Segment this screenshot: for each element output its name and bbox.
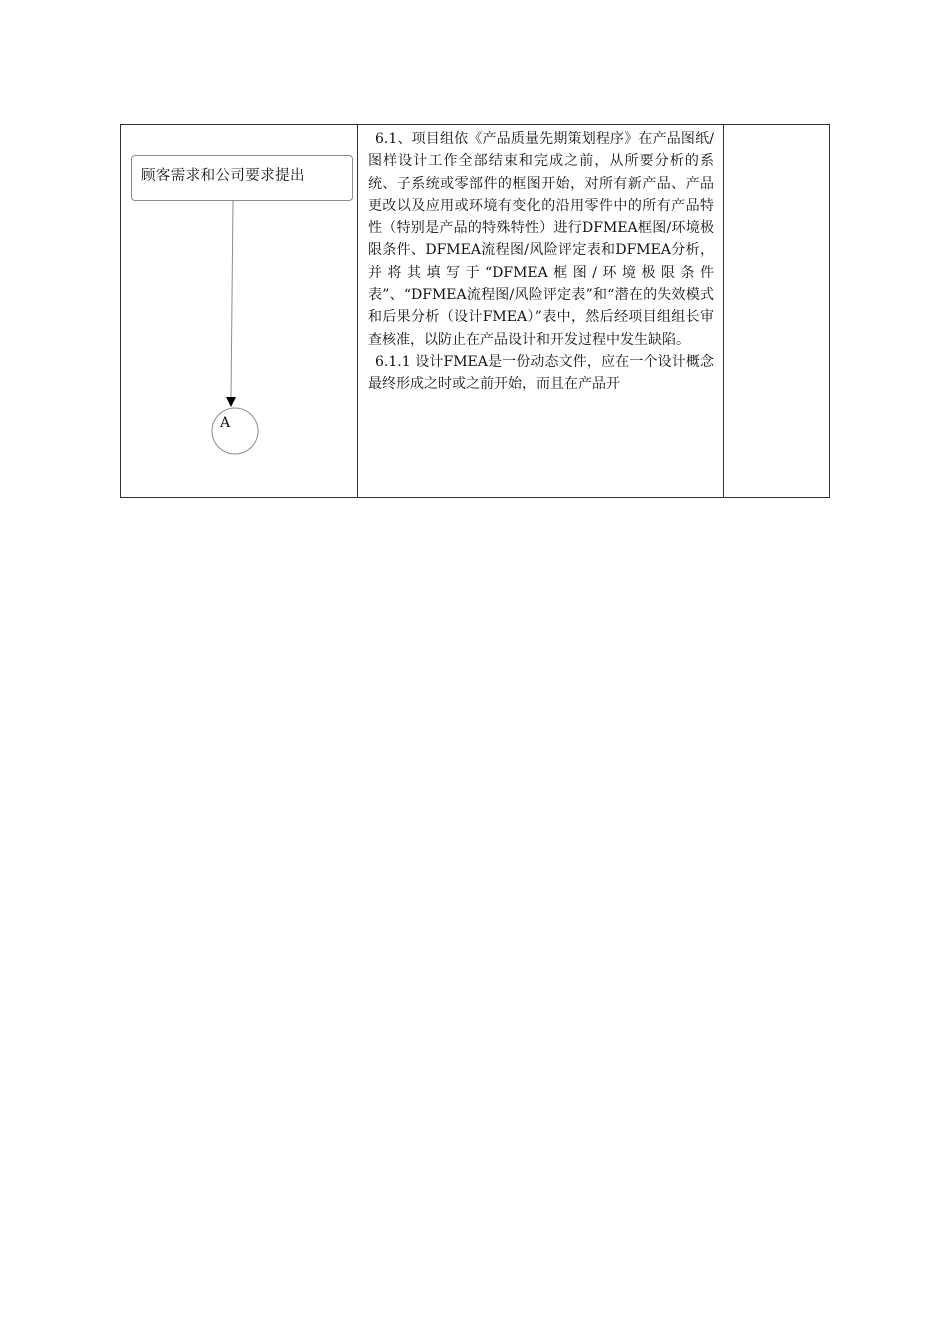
flow-arrowhead-icon xyxy=(226,397,236,407)
remarks-cell xyxy=(724,125,829,497)
connector-label: A xyxy=(219,415,231,431)
description-paragraph-2: 6.1.1 设计FMEA是一份动态文件，应在一个设计概念最终形成之时或之前开始，而且在产品开 xyxy=(368,353,714,393)
procedure-table xyxy=(120,124,830,498)
flow-step-box: 顾客需求和公司要求提出 xyxy=(131,155,353,201)
flow-arrow-line xyxy=(231,201,233,397)
description-paragraph-1: 6.1、项目组依《产品质量先期策划程序》在产品图纸/图样设计工作全部结束和完成之前，从所要分析的系统、子系统或零部件的框图开始，对所有新产品、产品更改以及应用或环境有变化的沿用零件中的所有产品特性（特别是产品的特殊特性）进行DFMEA框图/环境极限条件、DFMEA流程图/风险评定表和DFMEA分析，并将其填写于“DFMEA框图/环境极限条件表”、“DFMEA流程图/风险评定表”和“潜在的失效模式和后果分析（设计FMEA）”表中，然后经项目组组长审查核准，以防止在产品设计和开发过程中发生缺陷。 xyxy=(368,131,714,348)
description-cell xyxy=(368,128,714,396)
column-divider-1 xyxy=(357,125,358,497)
